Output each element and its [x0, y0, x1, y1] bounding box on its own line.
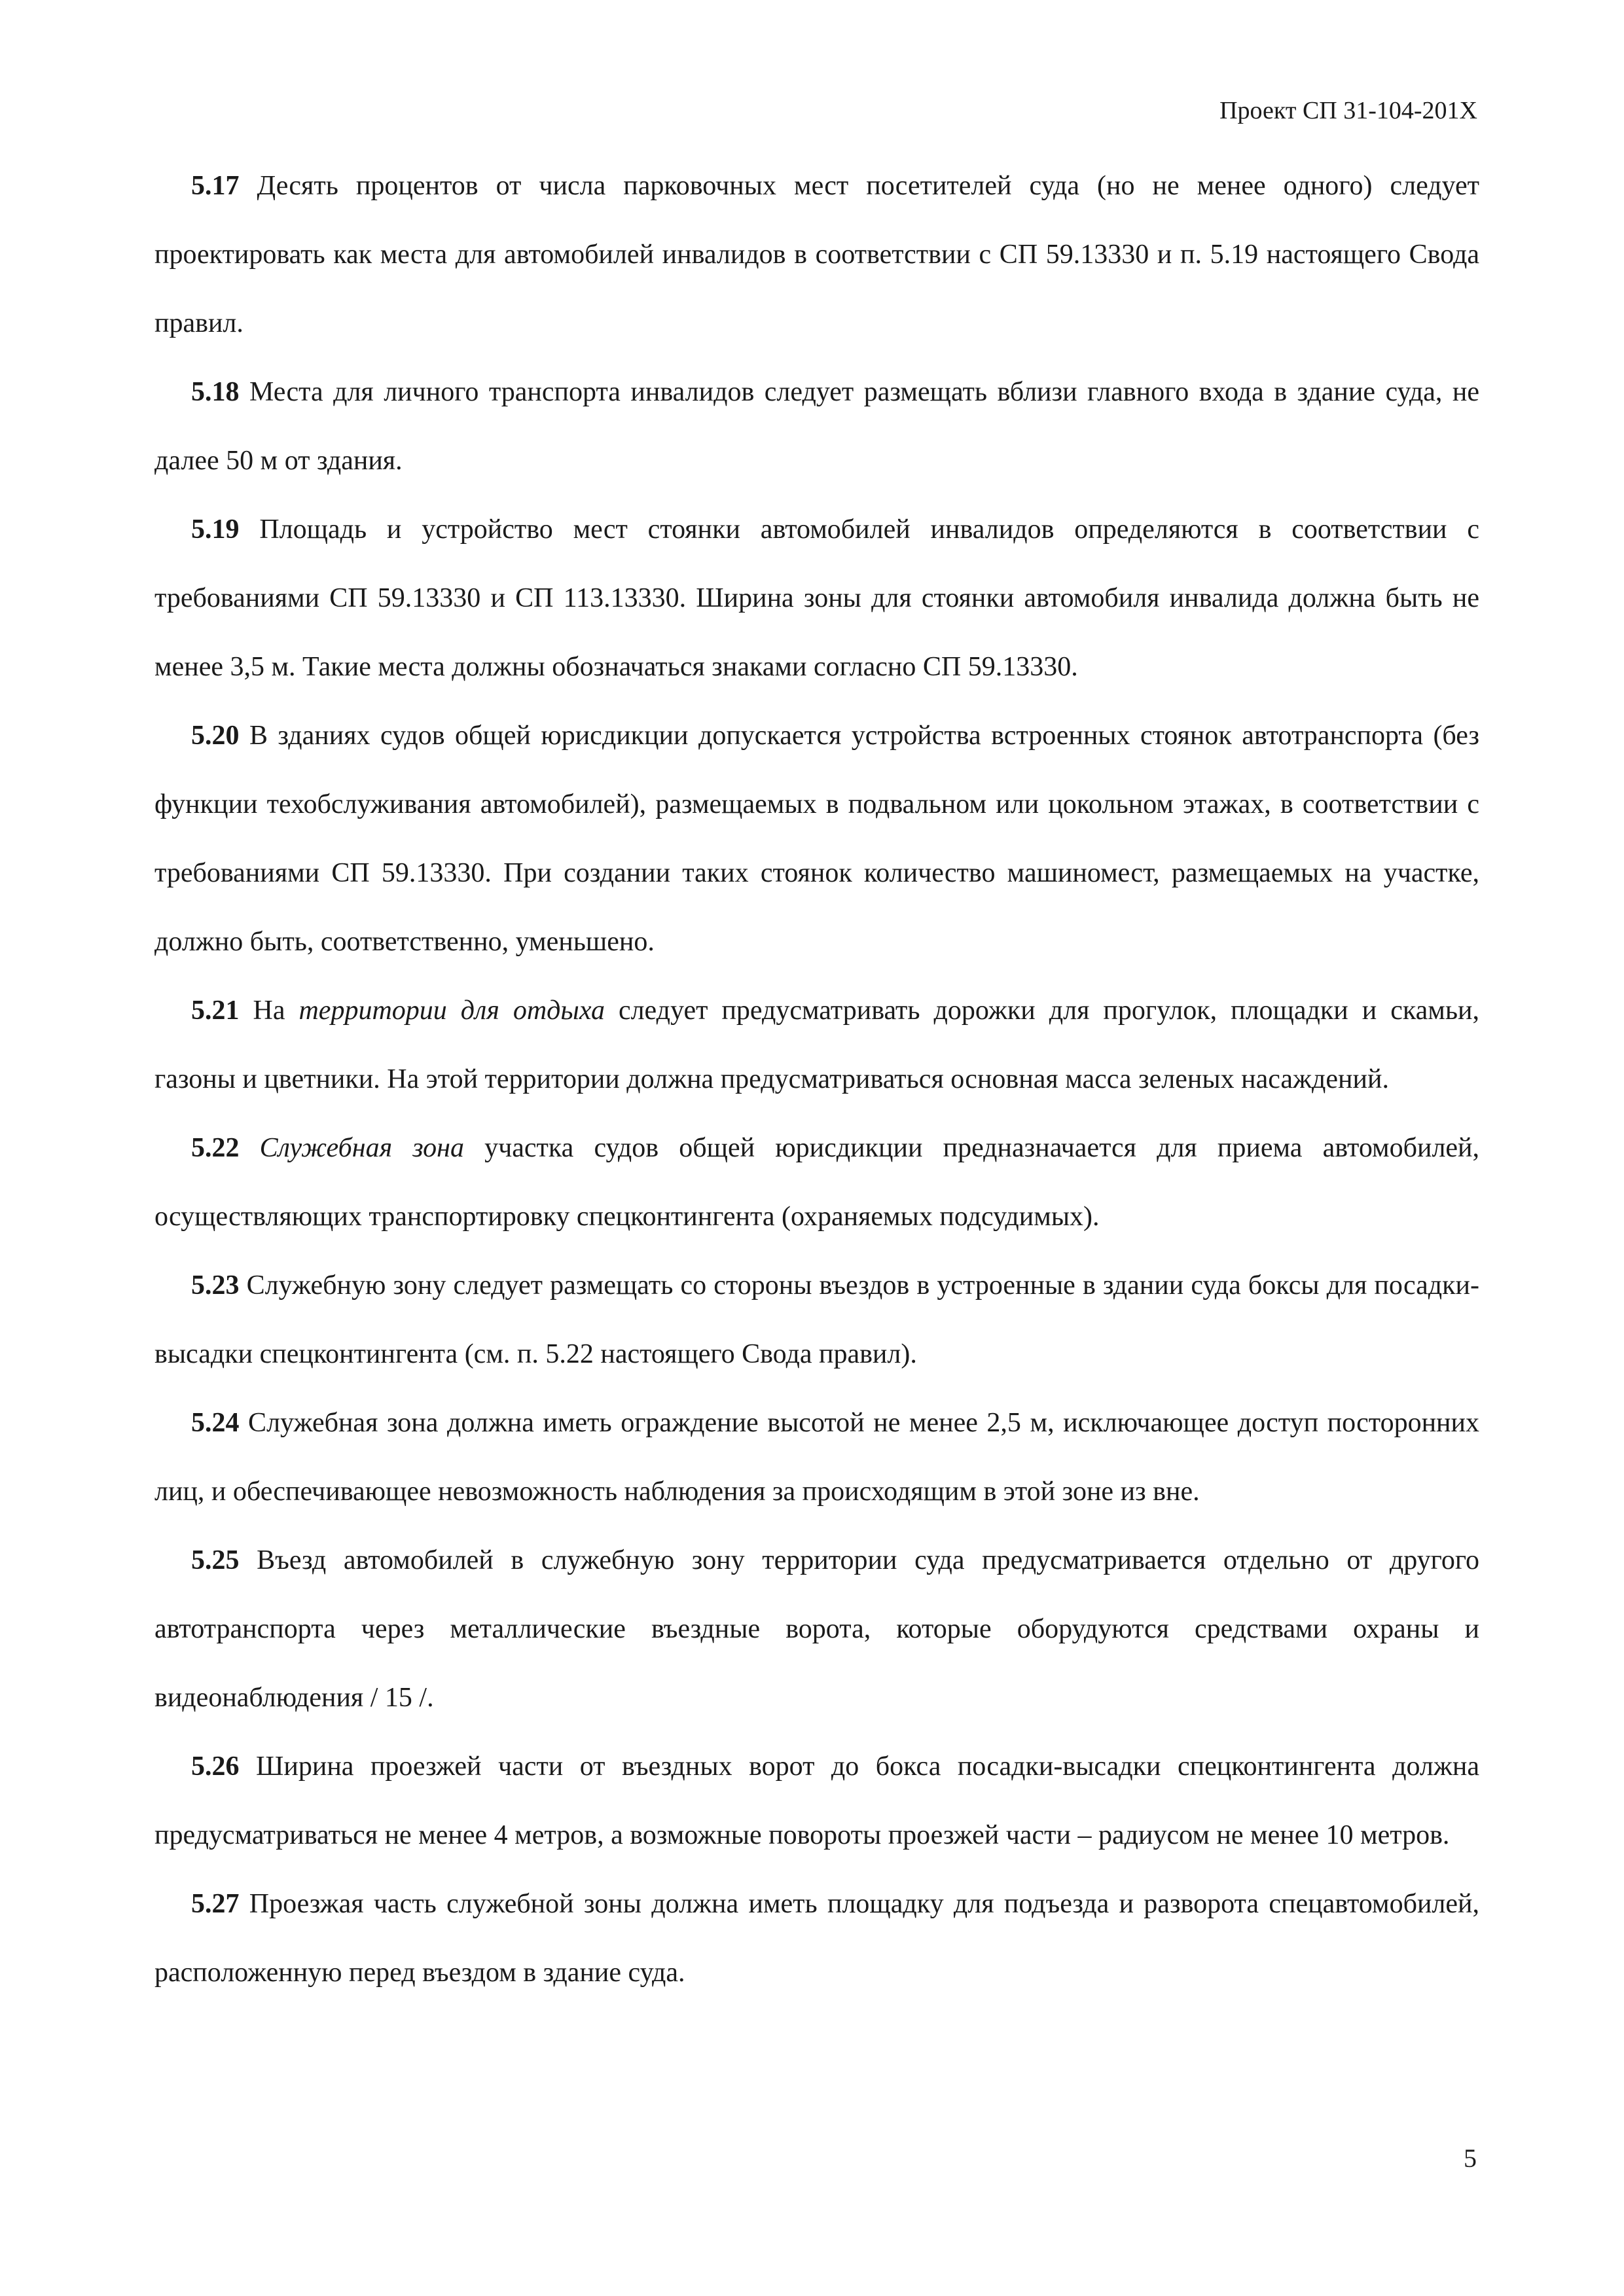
paragraph-number: 5.18 [191, 377, 240, 407]
paragraph-text: В зданиях судов общей юрисдикции допускается устройства встроенных стоянок автотранспорта (без функции техобслуживания автомобилей), размещаемых в подвальном или цокольном этажах, в соответствии с требованиями СП 59.13330. При создании таких стоянок количество машиномест, размещаемых на участке, должно быть, соответственно, уменьшено. [154, 721, 1479, 957]
paragraph-5-20 [154, 702, 1479, 977]
paragraph-text: Десять процентов от числа парковочных мест посетителей суда (но не менее одного) следует проектировать как места для автомобилей инвалидов в соответствии с СП 59.13330 и п. 5.19 настоящего Свода правил. [154, 171, 1479, 338]
paragraph-text: Проезжая часть служебной зоны должна иметь площадку для подъезда и разворота спецавтомобилей, расположенную перед въездом в здание суда. [154, 1889, 1479, 1988]
paragraph-number: 5.20 [191, 721, 240, 751]
paragraph-5-18 [154, 358, 1479, 495]
paragraph-number: 5.19 [191, 514, 240, 545]
italic-term: территории для отдыха [298, 996, 605, 1026]
document-body [154, 152, 1479, 2007]
page-number: 5 [1464, 2144, 1477, 2173]
paragraph-number: 5.21 [191, 996, 240, 1026]
paragraph-number: 5.24 [191, 1408, 240, 1438]
paragraph-5-24 [154, 1389, 1479, 1526]
paragraph-number: 5.17 [191, 171, 240, 201]
paragraph-text: Места для личного транспорта инвалидов следует размещать вблизи главного входа в здание суда, не далее 50 м от здания. [154, 377, 1479, 476]
paragraph-text: Служебную зону следует размещать со стороны въездов в устроенные в здании суда боксы для посадки-высадки спецконтингента (см. п. 5.22 настоящего Свода правил). [154, 1270, 1479, 1369]
paragraph-5-26 [154, 1732, 1479, 1870]
paragraph-5-23 [154, 1251, 1479, 1389]
paragraph-text: Въезд автомобилей в служебную зону территории суда предусматривается отдельно от другого автотранспорта через металлические въездные ворота, которые оборудуются средствами охраны и видеонаблюдения / 15 /. [154, 1545, 1479, 1713]
paragraph-5-21 [154, 977, 1479, 1114]
paragraph-text [240, 1133, 260, 1163]
paragraph-5-25 [154, 1526, 1479, 1732]
paragraph-number: 5.26 [191, 1751, 240, 1782]
paragraph-text: Площадь и устройство мест стоянки автомобилей инвалидов определяются в соответствии с требованиями СП 59.13330 и СП 113.13330. Ширина зоны для стоянки автомобиля инвалида должна быть не менее 3,5 м. Такие места должны обозначаться знаками согласно СП 59.13330. [154, 514, 1479, 682]
paragraph-text-continued: участка судов общей юрисдикции предназначается для приема автомобилей, осуществляющих транспортировку спецконтингента (охраняемых подсудимых). [154, 1133, 1480, 1232]
paragraph-text: На [239, 996, 299, 1026]
paragraph-number: 5.22 [191, 1133, 240, 1163]
paragraph-text: Ширина проезжей части от въездных ворот до бокса посадки-высадки спецконтингента должна предусматриваться не менее 4 метров, а возможные повороты проезжей части – радиусом не менее 10 метров. [154, 1751, 1479, 1850]
paragraph-number: 5.23 [191, 1270, 240, 1300]
paragraph-number: 5.25 [191, 1545, 240, 1575]
paragraph-text-continued: следует предусматривать дорожки для прогулок, площадки и скамьи, газоны и цветники. На этой территории должна предусматриваться основная масса зеленых насаждений. [154, 996, 1479, 1094]
paragraph-number: 5.27 [191, 1889, 240, 1919]
paragraph-text: Служебная зона должна иметь ограждение высотой не менее 2,5 м, исключающее доступ посторонних лиц, и обеспечивающее невозможность наблюдения за происходящим в этой зоне из вне. [154, 1408, 1479, 1507]
italic-term: Служебная зона [259, 1133, 464, 1163]
paragraph-5-17 [154, 152, 1479, 358]
paragraph-5-22 [154, 1114, 1479, 1251]
paragraph-5-27 [154, 1870, 1479, 2007]
paragraph-5-19 [154, 495, 1479, 702]
document-header: Проект СП 31-104-201Х [1219, 97, 1477, 124]
